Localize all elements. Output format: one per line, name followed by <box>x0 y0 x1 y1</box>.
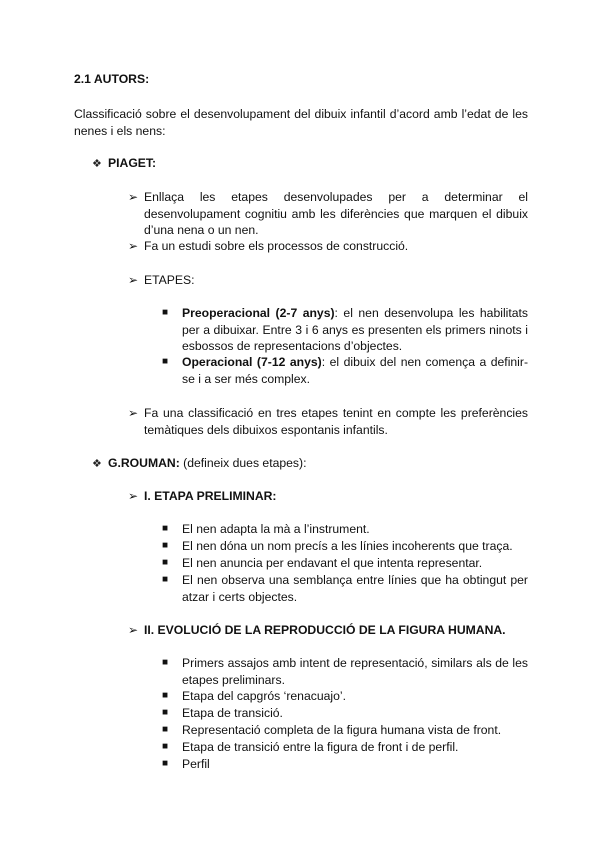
square-bullet-icon: ■ <box>162 690 169 701</box>
square-bullet-icon: ■ <box>162 707 169 718</box>
piaget-stage-1 <box>162 305 528 355</box>
rouman-subtitle: (defineix dues etapes): <box>179 456 307 470</box>
stage-2-name: Operacional (7-12 anys) <box>182 355 322 369</box>
rouman-stage-2-title: II. EVOLUCIÓ DE LA REPRODUCCIÓ DE LA FIGURA HUMANA. <box>144 623 506 637</box>
square-bullet-icon: ■ <box>162 540 169 551</box>
list-item <box>162 538 528 555</box>
rouman-stage-2-heading <box>128 622 528 639</box>
piaget-etapes-label: ETAPES: <box>144 273 195 287</box>
section-rouman <box>92 456 306 470</box>
square-bullet-icon: ■ <box>162 724 169 735</box>
square-bullet-icon: ■ <box>162 657 169 668</box>
list-item-text: Perfil <box>182 757 210 771</box>
section-piaget <box>92 156 156 170</box>
square-bullet-icon: ■ <box>162 307 169 318</box>
list-item <box>162 655 528 688</box>
piaget-item-2-text: Fa un estudi sobre els processos de construcció. <box>144 239 409 253</box>
diamond-bullet-icon: ❖ <box>92 458 102 470</box>
list-item-text: El nen anuncia per endavant el que intenta representar. <box>182 556 483 570</box>
list-item <box>162 705 528 722</box>
list-item-text: Representació completa de la figura humana vista de front. <box>182 723 502 737</box>
list-item <box>162 756 528 773</box>
arrow-bullet-icon: ➢ <box>128 239 139 253</box>
rouman-stage-1-title: I. ETAPA PRELIMINAR: <box>144 489 277 503</box>
piaget-item-2 <box>128 238 528 255</box>
list-item <box>162 688 528 705</box>
piaget-item-3 <box>128 405 528 438</box>
stage-1-name: Preoperacional (2-7 anys) <box>182 306 335 320</box>
piaget-item-3-text: Fa una classificació en tres etapes tenint en compte les preferències temàtiques dels dibuixos espontanis infantils. <box>144 406 528 437</box>
arrow-bullet-icon: ➢ <box>128 406 139 420</box>
list-item-text: El nen observa una semblança entre línies que ha obtingut per atzar i certs objectes. <box>182 573 528 604</box>
list-item <box>162 521 528 538</box>
square-bullet-icon: ■ <box>162 741 169 752</box>
diamond-bullet-icon: ❖ <box>92 158 102 170</box>
piaget-title: PIAGET: <box>108 156 157 170</box>
list-item-text: Etapa del capgrós ‘renacuajo’. <box>182 689 346 703</box>
square-bullet-icon: ■ <box>162 574 169 585</box>
rouman-title: G.ROUMAN: <box>108 456 180 470</box>
square-bullet-icon: ■ <box>162 523 169 534</box>
list-item-text: El nen adapta la mà a l’instrument. <box>182 522 370 536</box>
piaget-etapes <box>128 272 528 289</box>
list-item-text: El nen dóna un nom precís a les línies incoherents que traça. <box>182 539 513 553</box>
square-bullet-icon: ■ <box>162 356 169 367</box>
intro-paragraph: Classificació sobre el desenvolupament del dibuix infantil d’acord amb l’edat de les nenes i els nens: <box>74 107 528 138</box>
list-item <box>162 572 528 605</box>
list-item-text: Etapa de transició entre la figura de front i de perfil. <box>182 740 459 754</box>
rouman-stage-1-heading <box>128 488 528 505</box>
stage-2-description: : el dibuix del nen comença a definir-se i a ser més complex. <box>182 355 528 386</box>
square-bullet-icon: ■ <box>162 557 169 568</box>
arrow-bullet-icon: ➢ <box>128 190 139 204</box>
stage-1-description: : el nen desenvolupa les habilitats per a dibuixar. Entre 3 i 6 anys es presenten els primers ninots i esbossos de representacions d’objectes. <box>182 306 528 353</box>
list-item-text: Etapa de transició. <box>182 706 283 720</box>
arrow-bullet-icon: ➢ <box>128 273 139 287</box>
arrow-bullet-icon: ➢ <box>128 489 139 503</box>
list-item <box>162 555 528 572</box>
section-heading: 2.1 AUTORS: <box>74 72 150 86</box>
list-item <box>162 722 528 739</box>
piaget-item-1-text: Enllaça les etapes desenvolupades per a determinar el desenvolupament cognitiu amb les diferències que marquen el dibuix d’una nena o un nen. <box>144 190 528 237</box>
piaget-stage-2 <box>162 354 528 387</box>
arrow-bullet-icon: ➢ <box>128 623 139 637</box>
list-item <box>162 739 528 756</box>
list-item-text: Primers assajos amb intent de representació, similars als de les etapes preliminars. <box>182 656 528 687</box>
square-bullet-icon: ■ <box>162 758 169 769</box>
piaget-item-1 <box>128 189 528 239</box>
